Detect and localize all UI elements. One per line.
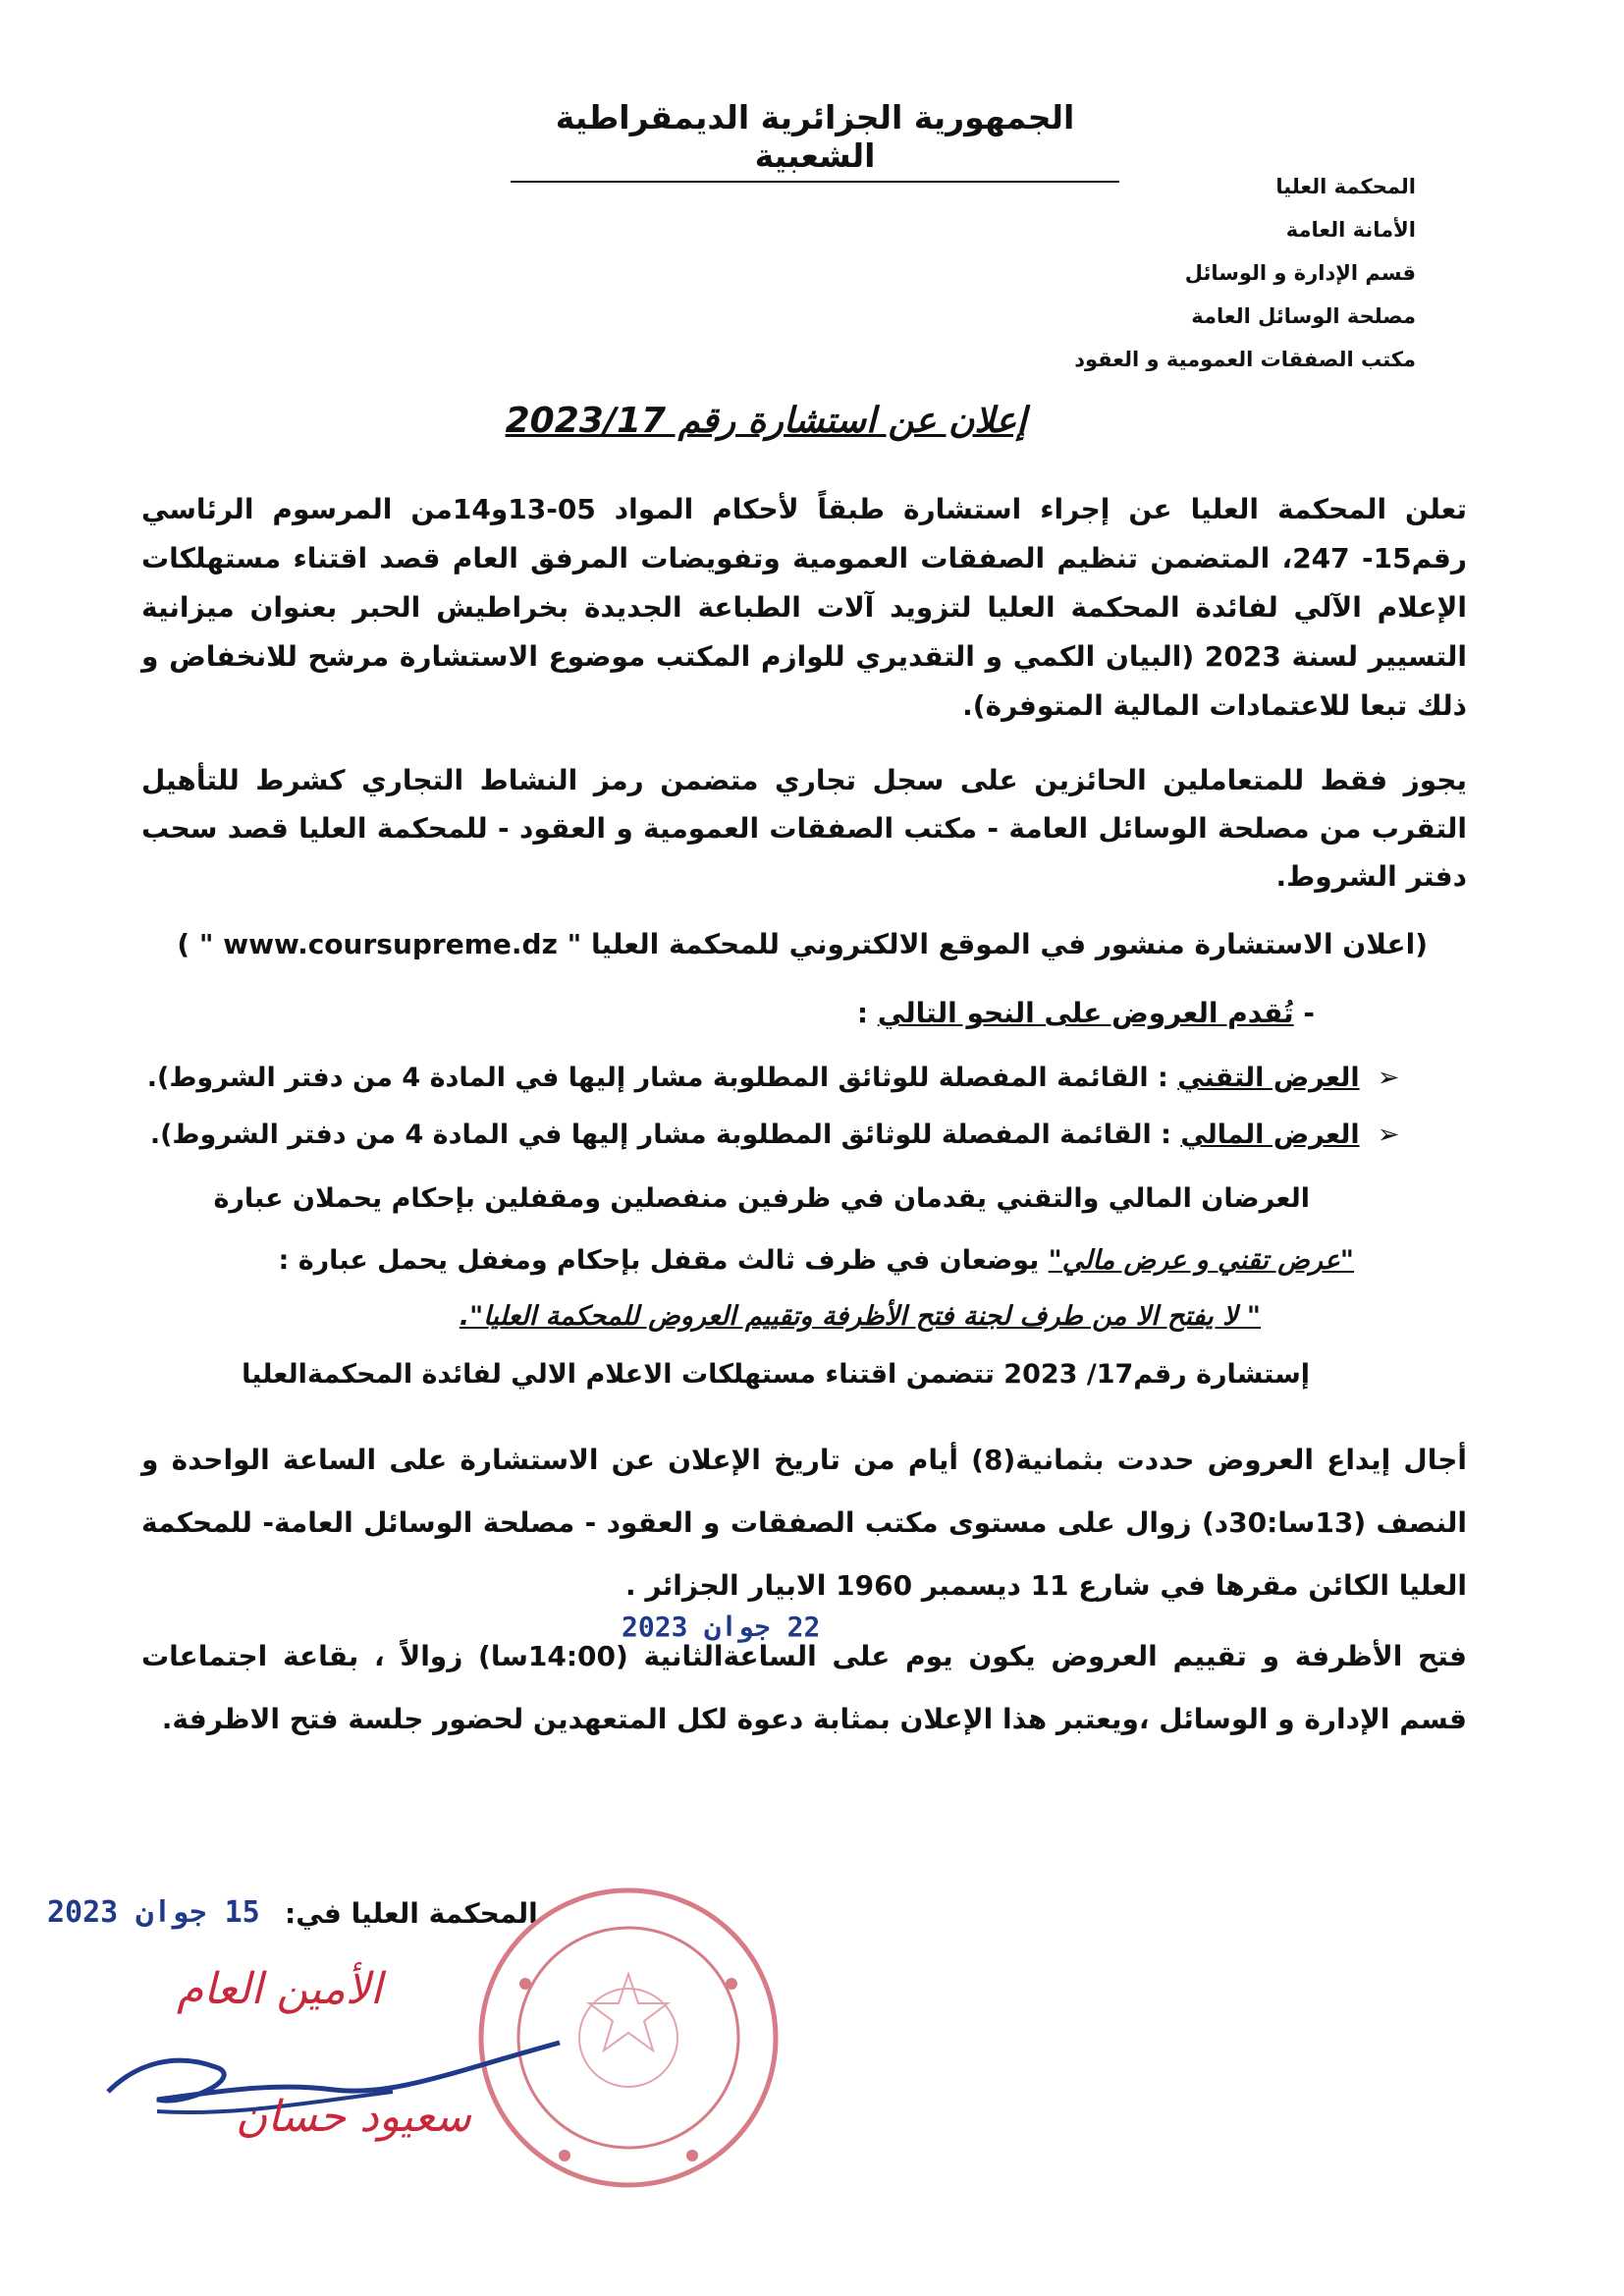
offers-intro-colon: : xyxy=(856,997,878,1029)
opening-date-stamp: 22 جوان 2023 xyxy=(622,1611,821,1643)
check-arrow-icon: ➢ xyxy=(1377,1063,1400,1093)
header-line: مكتب الصفقات العمومية و العقود xyxy=(1074,348,1416,371)
technical-offer-text: : القائمة المفصلة للوثائق المطلوبة مشار إليها في المادة 4 من دفتر الشروط). xyxy=(146,1063,1168,1093)
issuer-header xyxy=(1023,165,1416,381)
paragraph-eligibility: يجوز فقط للمتعاملين الحائزين على سجل تجاري متضمن رمز النشاط التجاري كشرط للتأهيل التقرب من مصلحة الوسائل العامة - مكتب الصفقات العمومية و العقود - للمحكمة العليا قصد سحب دفتر الشروط. xyxy=(141,764,1467,893)
envelope-label-line xyxy=(279,1245,1355,1276)
offers-intro-dash: - xyxy=(1293,997,1315,1029)
header-line: قسم الإدارة و الوسائل xyxy=(1184,261,1416,285)
website-notice: (اعلان الاستشارة منشور في الموقع الالكتروني للمحكمة العليا " www.coursupreme.dz " ) xyxy=(177,928,1428,960)
offers-intro xyxy=(857,997,1315,1029)
financial-offer-item xyxy=(132,1120,1408,1150)
financial-offer-text: : القائمة المفصلة للوثائق المطلوبة مشار إليها في المادة 4 من دفتر الشروط). xyxy=(149,1120,1171,1150)
offers-intro-text: تُقدم العروض على النحو التالي xyxy=(877,997,1294,1029)
technical-offer-item xyxy=(132,1063,1408,1093)
deadline-paragraph: أجال إيداع العروض حددت بثمانية(8) أيام من تاريخ الإعلان عن الاستشارة على الساعة الواحدة و النصف (13سا:30د) زوال على مستوى مكتب الصفقات و العقود - مصلحة الوسائل العامة- للمحكمة العليا الكائن مقرها في شارع 11 ديسمبر 1960 الابيار الجزائر . xyxy=(141,1444,1467,1602)
header-line: مصلحة الوسائل العامة xyxy=(1191,304,1416,328)
paragraph-intro: تعلن المحكمة العليا عن إجراء استشارة طبقاً لأحكام المواد 05-13و14من المرسوم الرئاسي رقم15- 247، المتضمن تنظيم الصفقات العمومية وتفويضات المرفق العام قصد اقتناء مستهلكات الإعلام الآلي لفائدة المحكمة العليا لتزويد آلات الطباعة الجديدة بخراطيش الحبر بعنوان ميزانية التسيير لسنة 2023 (البيان الكمي و التقديري للوازم المكتب موضوع الاستشارة مرشح للانخفاض و ذلك تبعا للاعتمادات المالية المتوفرة). xyxy=(141,493,1467,722)
opening-paragraph: فتح الأظرفة و تقييم العروض يكون يوم على الساعةالثانية (14:00سا) زوالاً ، بقاعة اجتماعات قسم الإدارة و الوسائل ،ويعتبر هذا الإعلان بمثابة دعوة لكل المتعهدين لحضور جلسة فتح الاظرفة. xyxy=(141,1640,1467,1735)
financial-offer-label: العرض المالي xyxy=(1180,1120,1360,1150)
envelope-quote: "عرض تقني و عرض مالي" xyxy=(1048,1245,1354,1276)
check-arrow-icon: ➢ xyxy=(1377,1120,1400,1150)
signature-date-stamp: 15 جوان 2023 xyxy=(47,1895,260,1930)
envelopes-instruction: العرضان المالي والتقني يقدمان في ظرفين منفصلين ومقفلين بإحكام يحملان عبارة xyxy=(213,1183,1310,1214)
header-line: الأمانة العامة xyxy=(1285,218,1416,242)
header-line: المحكمة العليا xyxy=(1275,175,1416,198)
signature-place: المحكمة العليا في: xyxy=(285,1897,538,1930)
envelope-rest: يوضعان في ظرف ثالث مقفل بإحكام ومغفل يحمل عبارة : xyxy=(278,1245,1049,1276)
consultation-subject: إستشارة رقم17/ 2023 تتضمن اقتناء مستهلكات الاعلام الالي لفائدة المحكمةالعليا xyxy=(242,1359,1310,1390)
announcement-title: إعلان عن استشارة رقم 2023/17 xyxy=(505,401,1027,441)
signatory-name: سعيود حسان xyxy=(236,2092,471,2142)
technical-offer-label: العرض التقني xyxy=(1177,1063,1360,1093)
signatory-role: الأمين العام xyxy=(177,1964,383,2014)
outer-envelope-label: " لا يفتح الا من طرف لجنة فتح الأظرفة وتقييم العروض للمحكمة العليا". xyxy=(459,1301,1261,1332)
republic-heading: الجمهورية الجزائرية الديمقراطية الشعبية xyxy=(511,98,1119,183)
